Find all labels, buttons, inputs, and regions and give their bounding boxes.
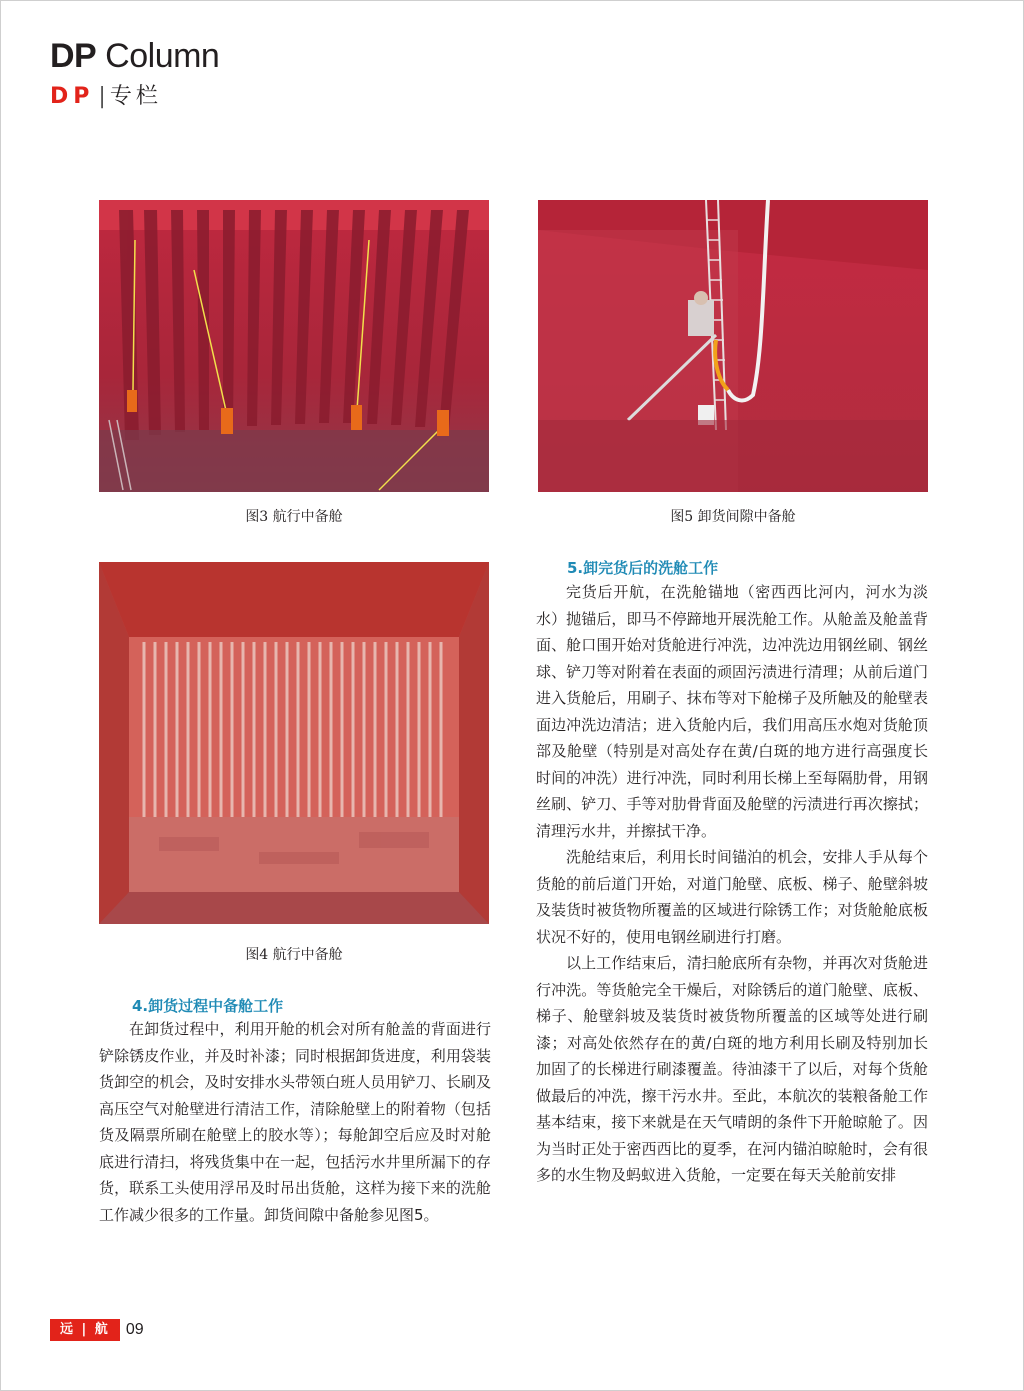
footer <box>50 1318 144 1342</box>
figure-4-photo <box>99 562 489 924</box>
section-4-body <box>99 1016 491 1228</box>
figure-5-caption: 图5 卸货间隙中备舱 <box>670 509 796 525</box>
column-subtitle-dp: DP <box>50 84 95 109</box>
column-subtitle-cn: 专栏 <box>109 84 162 109</box>
section-5-body <box>536 579 928 1189</box>
figure-4-caption: 图4 航行中备舱 <box>245 947 343 963</box>
figure-3-caption: 图3 航行中备舱 <box>245 509 343 525</box>
column-subtitle-divider: | <box>98 84 106 109</box>
section-4-paragraph-1: 在卸货过程中，利用开舱的机会对所有舱盖的背面进行铲除锈皮作业，并及时补漆；同时根据卸货进度，利用袋装货卸空的机会，及时安排水头带领白班人员用铲刀、长刷及高压空气对舱壁进行清洁工作，清除舱壁上的附着物（包括货及隔票所刷在舱壁上的胶水等）；每舱卸空后应及时对舱底进行清扫，将残货集中在一起，包括污水井里所漏下的存货，联系工头使用浮吊及时吊出货舱，这样为接下来的洗舱工作减少很多的工作量。卸货间隙中备舱参见图5。 <box>99 1020 491 1224</box>
figure-3-photo <box>99 200 489 492</box>
section-5-paragraph-3: 以上工作结束后，清扫舱底所有杂物，并再次对货舱进行冲洗。等货舱完全干燥后，对除锈后的道门舱壁、底板、梯子、舱壁斜坡及装货时被货物所覆盖的区域等处进行刷漆；对高处依然存在的黄/白斑的地方利用长刷及特别加长加固了的长梯进行刷漆覆盖。待油漆干了以后，对每个货舱做最后的冲洗，擦干污水井。至此，本航次的装粮备舱工作基本结束，接下来就是在天气晴朗的条件下开舱晾舱了。因为当时正处于密西西比的夏季，在河内锚泊晾舱时，会有很多的水生物及蚂蚁进入货舱，一定要在每天关舱前安排 <box>536 954 928 1184</box>
column-title <box>50 36 219 76</box>
column-title-bold: DP <box>50 37 97 75</box>
column-subtitle <box>50 84 162 110</box>
magazine-badge: 远 | 航 <box>50 1319 120 1341</box>
section-5-heading: 5.卸完货后的洗舱工作 <box>567 559 719 577</box>
section-4-heading: 4.卸货过程中备舱工作 <box>132 997 284 1015</box>
column-title-rest: Column <box>96 37 220 75</box>
section-5-paragraph-2: 洗舱结束后，利用长时间锚泊的机会，安排人手从每个货舱的前后道门开始，对道门舱壁、底板、梯子、舱壁斜坡及装货时被货物所覆盖的区域进行除锈工作；对货舱舱底板状况不好的，使用电钢丝刷进行打磨。 <box>536 848 928 946</box>
section-5-paragraph-1: 完货后开航，在洗舱锚地（密西西比河内，河水为淡水）抛锚后，即马不停蹄地开展洗舱工作。从舱盖及舱盖背面、舱口围开始对货舱进行冲洗，边冲洗边用钢丝刷、钢丝球、铲刀等对附着在表面的顽固污渍进行清理；从前后道门进入货舱后，用刷子、抹布等对下舱梯子及所触及的舱壁表面边冲洗边清洁；进入货舱内后，我们用高压水炮对货舱顶部及舱壁（特别是对高处存在黄/白斑的地方进行高强度长时间的冲洗）进行冲洗，同时利用长梯上至每隔肋骨，用钢丝刷、铲刀、手等对肋骨背面及舱壁的污渍进行再次擦拭；清理污水井，并擦拭干净。 <box>536 583 928 840</box>
page-number: 09 <box>125 1321 144 1338</box>
figure-5-photo <box>538 200 928 492</box>
